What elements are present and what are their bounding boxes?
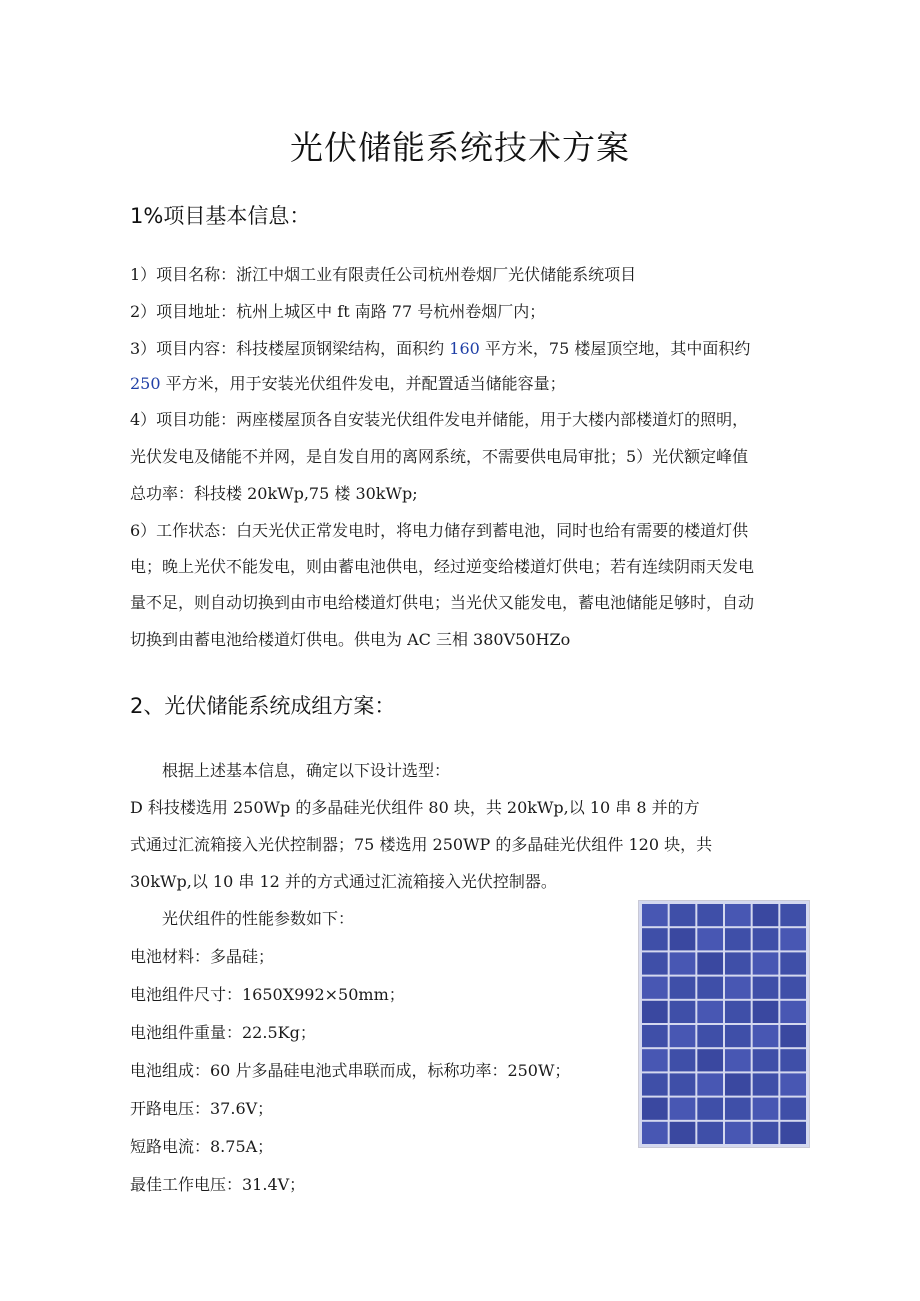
- panel-cell: [725, 904, 751, 926]
- panel-cell: [780, 1001, 806, 1023]
- panel-cell: [753, 1098, 779, 1120]
- panel-cell: [670, 904, 696, 926]
- panel-cell: [642, 1122, 668, 1144]
- panel-cell: [697, 1122, 723, 1144]
- item-work-status-line3: 量不足，则自动切换到由市电给楼道灯供电；当光伏又能发电，蓄电池储能足够时，自动: [130, 593, 755, 612]
- item-work-status-line4: 切换到由蓄电池给楼道灯供电。供电为 AC 三相 380V50HZo: [130, 630, 571, 649]
- solar-panel-image: [638, 900, 810, 1148]
- panel-cell: [670, 977, 696, 999]
- page-title: 光伏储能系统技术方案: [290, 128, 630, 167]
- panel-cell: [670, 928, 696, 950]
- item-work-status-line2: 电；晚上光伏不能发电，则由蓄电池供电，经过逆变给楼道灯供电；若有连续阴雨天发电: [130, 557, 755, 576]
- panel-cell: [697, 977, 723, 999]
- item-project-function-line3: 总功率：科技楼 20kWp,75 楼 30kWp;: [130, 484, 418, 503]
- panel-cell: [670, 1098, 696, 1120]
- panel-cell: [780, 928, 806, 950]
- item-work-status-line1: 6）工作状态：白天光伏正常发电时，将电力储存到蓄电池，同时也给有需要的楼道灯供: [130, 521, 749, 540]
- item-project-content-part-a: 3）项目内容：科技楼屋顶钢梁结构，面积约: [130, 339, 450, 358]
- panel-cell: [697, 928, 723, 950]
- panel-cell: [725, 928, 751, 950]
- panel-cell: [670, 952, 696, 974]
- panel-cell: [753, 1049, 779, 1071]
- panel-cell: [697, 904, 723, 926]
- panel-cell: [642, 1098, 668, 1120]
- panel-cell: [642, 928, 668, 950]
- section-1-heading: 1%项目基本信息：: [130, 204, 311, 228]
- panel-cell: [753, 977, 779, 999]
- item-project-content-part-b: 平方米，75 楼屋顶空地，其中面积约: [479, 339, 751, 358]
- panel-cell: [670, 1025, 696, 1047]
- item-project-address: 2）项目地址：杭州上城区中 ft 南路 77 号杭州卷烟厂内；: [130, 302, 546, 321]
- param-optimal-voltage: 最佳工作电压：31.4V；: [130, 1175, 306, 1194]
- panel-cell: [753, 1001, 779, 1023]
- item-project-content-line2: [130, 371, 566, 394]
- design-line2: 式通过汇流箱接入光伏控制器；75 楼选用 250WP 的多晶硅光伏组件 120 块，共: [130, 835, 713, 854]
- panel-cell: [725, 1098, 751, 1120]
- panel-cell: [725, 1001, 751, 1023]
- panel-cell: [642, 904, 668, 926]
- param-material: 电池材料：多晶硅；: [130, 947, 275, 966]
- panel-cell: [753, 1073, 779, 1095]
- panel-cell: [725, 1049, 751, 1071]
- panel-cell: [780, 977, 806, 999]
- design-intro: 根据上述基本信息，确定以下设计选型：: [162, 761, 451, 780]
- panel-cell: [725, 1073, 751, 1095]
- panel-cell: [642, 952, 668, 974]
- panel-cell: [725, 977, 751, 999]
- panel-cell: [670, 1073, 696, 1095]
- area-number-250: 250: [130, 374, 161, 393]
- panel-cell: [753, 904, 779, 926]
- panel-cell: [780, 1025, 806, 1047]
- panel-cell: [725, 1122, 751, 1144]
- panel-cell: [780, 1049, 806, 1071]
- item-project-content-part-c: 平方米，用于安装光伏组件发电，并配置适当储能容量；: [160, 374, 566, 393]
- panel-cell: [725, 1025, 751, 1047]
- panel-cell: [642, 977, 668, 999]
- design-line3: 30kWp,以 10 串 12 并的方式通过汇流箱接入光伏控制器。: [130, 872, 557, 891]
- panel-cell: [670, 1001, 696, 1023]
- panel-cell: [780, 1073, 806, 1095]
- panel-cell: [780, 1098, 806, 1120]
- item-project-function-line1: 4）项目功能：两座楼屋顶各自安装光伏组件发电并储能，用于大楼内部楼道灯的照明，: [130, 410, 749, 429]
- area-number-160: 160: [449, 339, 480, 358]
- solar-panel-grid: [639, 901, 809, 1147]
- panel-cell: [697, 1049, 723, 1071]
- panel-cell: [753, 1025, 779, 1047]
- panel-cell: [780, 952, 806, 974]
- params-intro: 光伏组件的性能参数如下：: [162, 909, 355, 928]
- param-weight: 电池组件重量：22.5Kg；: [130, 1023, 316, 1042]
- param-size: 电池组件尺寸：1650X992×50mm；: [130, 985, 405, 1004]
- panel-cell: [642, 1001, 668, 1023]
- panel-cell: [780, 1122, 806, 1144]
- panel-cell: [642, 1025, 668, 1047]
- panel-cell: [642, 1049, 668, 1071]
- panel-cell: [725, 952, 751, 974]
- panel-cell: [697, 1098, 723, 1120]
- section-2-heading: 2、光伏储能系统成组方案：: [130, 694, 396, 718]
- design-line1: D 科技楼选用 250Wp 的多晶硅光伏组件 80 块，共 20kWp,以 10 串 8 并的方: [130, 798, 700, 817]
- param-short-current: 短路电流：8.75A；: [130, 1137, 274, 1156]
- panel-cell: [697, 1025, 723, 1047]
- panel-cell: [753, 952, 779, 974]
- panel-cell: [670, 1049, 696, 1071]
- panel-cell: [642, 1073, 668, 1095]
- panel-cell: [780, 904, 806, 926]
- panel-cell: [697, 952, 723, 974]
- panel-cell: [697, 1073, 723, 1095]
- param-open-voltage: 开路电压：37.6V；: [130, 1099, 274, 1118]
- item-project-content: [130, 336, 750, 359]
- param-composition: 电池组成：60 片多晶硅电池式串联而成，标称功率：250W；: [130, 1061, 571, 1080]
- panel-cell: [670, 1122, 696, 1144]
- panel-cell: [753, 1122, 779, 1144]
- item-project-function-line2: 光伏发电及储能不并网，是自发自用的离网系统，不需要供电局审批；5）光伏额定峰值: [130, 447, 749, 466]
- panel-cell: [753, 928, 779, 950]
- item-project-name: 1）项目名称：浙江中烟工业有限责任公司杭州卷烟厂光伏储能系统项目: [130, 265, 637, 284]
- panel-cell: [697, 1001, 723, 1023]
